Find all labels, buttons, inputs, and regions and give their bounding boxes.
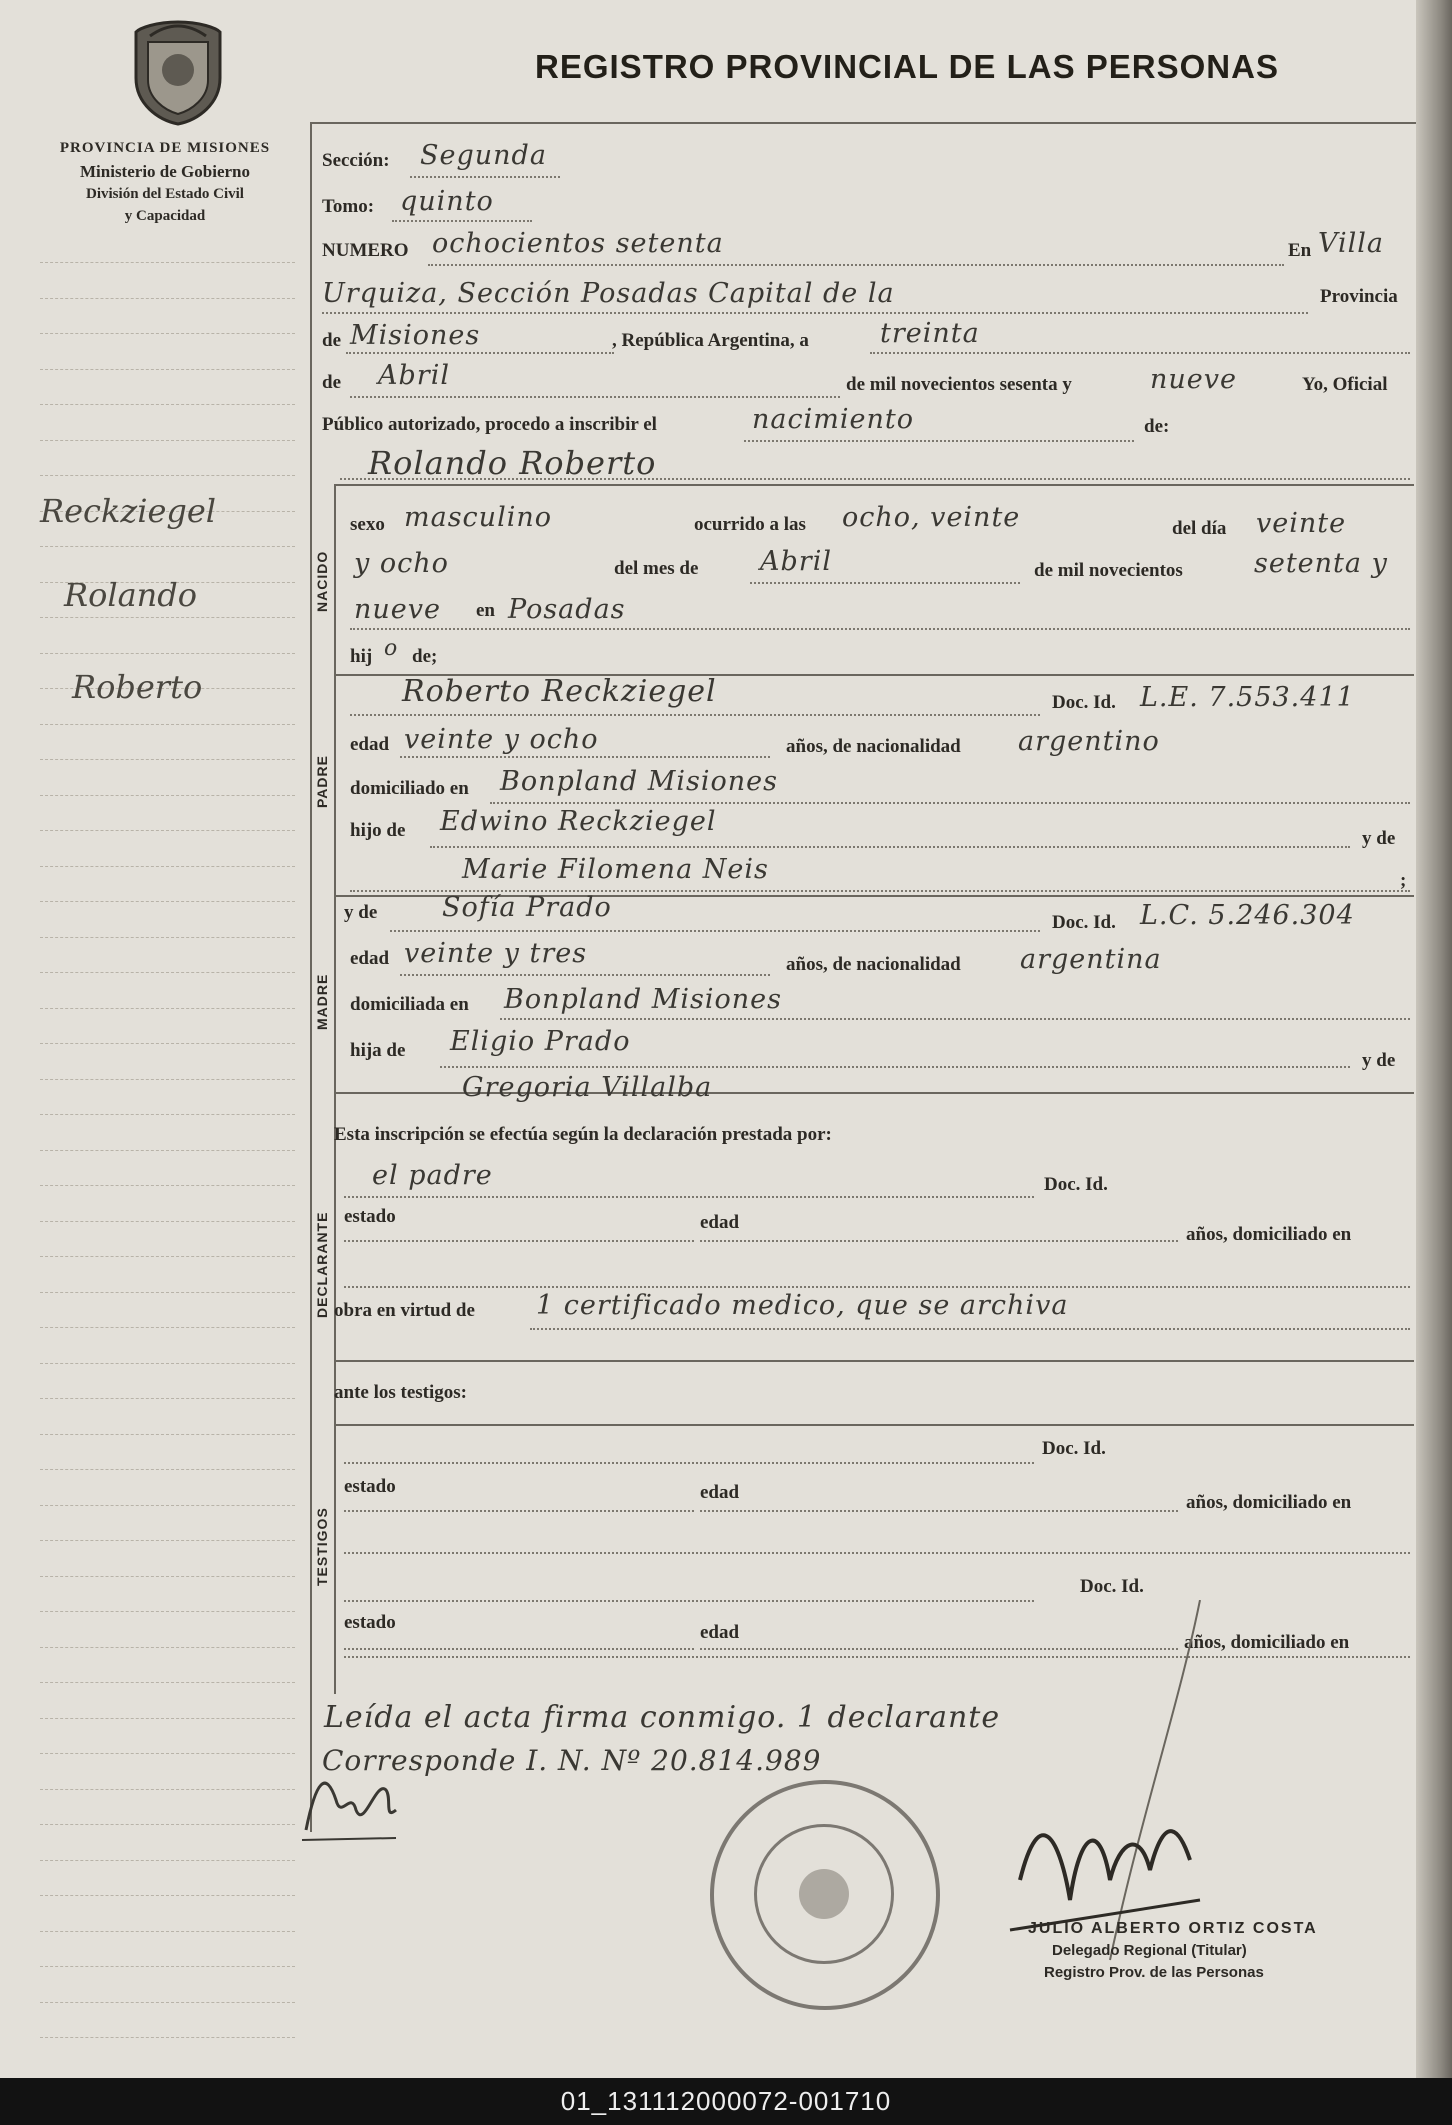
- dotted-line: [350, 628, 1410, 630]
- dotted-line: [344, 1462, 1034, 1464]
- inner-frame-left: [334, 484, 336, 1694]
- label-sexo: sexo: [350, 514, 385, 535]
- declarant-signature: [296, 1760, 406, 1850]
- value-padre-doc: L.E. 7.553.411: [1140, 682, 1355, 713]
- label-testigo1-estado: estado: [344, 1476, 396, 1497]
- margin-rule-line: [40, 298, 295, 299]
- label-madre-doc: Doc. Id.: [1052, 912, 1116, 933]
- label-semicolon: ;: [1400, 870, 1407, 891]
- section-label-testigos: TESTIGOS: [314, 1507, 330, 1586]
- label-de: de: [322, 330, 341, 351]
- org-capacity: y Capacidad: [124, 208, 206, 224]
- label-madre-domicilio: domiciliada en: [350, 994, 469, 1015]
- margin-rule-line: [40, 795, 295, 796]
- margin-column: [0, 0, 305, 2078]
- label-esta-inscripcion: Esta inscripción se efectúa según la declaración prestada por:: [334, 1124, 832, 1145]
- coat-of-arms-emblem: [128, 18, 228, 128]
- margin-rule-line: [40, 1540, 295, 1541]
- margin-rule-line: [40, 1114, 295, 1115]
- margin-rule-line: [40, 972, 295, 973]
- value-seccion: Segunda: [420, 140, 547, 171]
- dotted-line: [344, 1656, 1410, 1658]
- label-padre-nacionalidad: años, de nacionalidad: [786, 736, 961, 757]
- margin-rule-line: [40, 759, 295, 760]
- dotted-line: [440, 1066, 1350, 1068]
- label-en: En: [1288, 240, 1312, 261]
- value-anio-continued: nueve: [354, 594, 441, 625]
- value-madre-y-de: Gregoria Villalba: [462, 1072, 713, 1103]
- value-mes-acta: Abril: [378, 360, 450, 391]
- label-madre-y-de: y de: [344, 902, 378, 923]
- dotted-line: [344, 1240, 694, 1242]
- margin-note-second-name: Roberto: [72, 668, 203, 706]
- margin-note-first-name: Rolando: [64, 576, 198, 614]
- label-de-mil-nov: de mil novecientos: [1034, 560, 1183, 581]
- margin-rule-line: [40, 475, 295, 476]
- label-declarante-edad: edad: [700, 1212, 740, 1233]
- margin-rule-line: [40, 1150, 295, 1151]
- dotted-line: [750, 582, 1020, 584]
- value-leida: Leída el acta firma conmigo. 1 declarante: [324, 1700, 1001, 1735]
- label-obra: obra en virtud de: [334, 1300, 475, 1321]
- org-ministry: Ministerio de Gobierno: [80, 162, 250, 181]
- margin-rule-line: [40, 1611, 295, 1612]
- value-sexo: masculino: [404, 502, 552, 533]
- margin-rule-line: [40, 830, 295, 831]
- label-testigo1-doc: Doc. Id.: [1042, 1438, 1106, 1459]
- dotted-line: [400, 756, 770, 758]
- dotted-line: [500, 1018, 1410, 1020]
- dotted-line: [344, 1286, 1410, 1288]
- margin-rule-line: [40, 1221, 295, 1222]
- value-localidad: Urquiza, Sección Posadas Capital de la: [322, 278, 895, 309]
- seal-emblem: [799, 1869, 849, 1919]
- margin-rule-line: [40, 262, 295, 263]
- margin-rule-line: [40, 1327, 295, 1328]
- main-frame-left: [310, 122, 312, 1832]
- label-declarante-anos: años, domiciliado en: [1186, 1224, 1352, 1245]
- dotted-line: [344, 1196, 1034, 1198]
- margin-rule-line: [40, 1682, 295, 1683]
- margin-rule-line: [40, 546, 295, 547]
- section-label-madre: MADRE: [314, 973, 330, 1030]
- margin-rule-line: [40, 440, 295, 441]
- label-testigo1-edad: edad: [700, 1482, 740, 1503]
- margin-rule-line: [40, 1505, 295, 1506]
- value-acto: nacimiento: [752, 404, 914, 435]
- dotted-line: [870, 352, 1410, 354]
- label-madre-y-de2: y de: [1362, 1050, 1396, 1071]
- value-hora: ocho, veinte: [842, 502, 1021, 533]
- main-frame-top: [310, 122, 1422, 124]
- label-testigo2-estado: estado: [344, 1612, 396, 1633]
- org-province: PROVINCIA DE MISIONES: [59, 140, 271, 156]
- label-de-colon: de:: [1144, 416, 1170, 437]
- value-corresponde: Corresponde I. N. Nº 20.814.989: [322, 1744, 822, 1777]
- label-ante-testigos: ante los testigos:: [334, 1382, 467, 1403]
- margin-rule-line: [40, 1860, 295, 1861]
- value-madre-nacionalidad: argentina: [1020, 944, 1162, 975]
- dotted-line: [392, 220, 532, 222]
- dotted-line: [410, 176, 560, 178]
- dotted-line: [428, 264, 1284, 266]
- label-numero: NUMERO: [322, 240, 409, 261]
- margin-rule-line: [40, 1398, 295, 1399]
- margin-rule-line: [40, 617, 295, 618]
- margin-rule-line: [40, 1043, 295, 1044]
- margin-rule-line: [40, 1292, 295, 1293]
- dotted-line: [350, 396, 840, 398]
- label-de-mes: de: [322, 372, 341, 393]
- margin-rule-line: [40, 1469, 295, 1470]
- value-madre-doc: L.C. 5.246.304: [1140, 900, 1355, 931]
- value-provincia: Misiones: [350, 320, 481, 351]
- dotted-line: [344, 1648, 694, 1650]
- dotted-line: [350, 714, 1040, 716]
- label-madre-edad: edad: [350, 948, 390, 969]
- label-padre-y-de: y de: [1362, 828, 1396, 849]
- value-padre-edad: veinte y ocho: [404, 724, 599, 755]
- margin-rule-line: [40, 369, 295, 370]
- margin-rule-line: [40, 1824, 295, 1825]
- dotted-line: [400, 974, 770, 976]
- official-seal: [710, 1780, 940, 2010]
- label-de-mil: de mil novecientos sesenta y: [846, 374, 1072, 395]
- value-declarante: el padre: [372, 1160, 493, 1191]
- label-madre-nacionalidad: años, de nacionalidad: [786, 954, 961, 975]
- margin-rule-line: [40, 1895, 295, 1896]
- label-tomo: Tomo:: [322, 196, 375, 217]
- org-division: División del Estado Civil: [86, 186, 244, 202]
- label-padre-domicilio: domiciliado en: [350, 778, 469, 799]
- value-dia-acta: treinta: [880, 318, 980, 349]
- margin-rule-line: [40, 866, 295, 867]
- dotted-line: [344, 1510, 694, 1512]
- value-dia: veinte: [1256, 508, 1347, 539]
- officer-role: Delegado Regional (Titular): [1052, 1942, 1247, 1959]
- margin-rule-line: [40, 2002, 295, 2003]
- margin-rule-line: [40, 937, 295, 938]
- dotted-line: [744, 440, 1134, 442]
- value-obra: 1 certificado medico, que se archiva: [536, 1290, 1069, 1321]
- book-spine-shadow: [1416, 0, 1452, 2078]
- margin-rule-line: [40, 1576, 295, 1577]
- value-tomo: quinto: [400, 186, 494, 217]
- section-label-nacido: NACIDO: [314, 550, 330, 612]
- margin-note-surname: Reckziegel: [40, 492, 217, 530]
- value-numero: ochocientos setenta: [432, 228, 724, 259]
- value-padre-hijo-de: Edwino Reckziegel: [440, 806, 717, 837]
- dotted-line: [344, 1600, 1034, 1602]
- value-padre-domicilio: Bonpland Misiones: [500, 766, 779, 797]
- label-republica: , República Argentina, a: [612, 330, 809, 351]
- document-title: REGISTRO PROVINCIAL DE LAS PERSONAS: [535, 48, 1279, 85]
- label-del-dia: del día: [1172, 518, 1227, 539]
- label-padre-edad: edad: [350, 734, 390, 755]
- value-en: Villa: [1318, 228, 1385, 259]
- margin-rule-line: [40, 1256, 295, 1257]
- dotted-line: [530, 1328, 1410, 1330]
- image-reference-footer: 01_131112000072-001710: [0, 2078, 1452, 2125]
- divider-testigos-inner: [334, 1424, 1414, 1426]
- seal-inner-ring: [754, 1824, 894, 1964]
- margin-rule-line: [40, 1718, 295, 1719]
- dotted-line: [322, 312, 1308, 314]
- label-ocurrido: ocurrido a las: [694, 514, 806, 535]
- margin-rule-line: [40, 901, 295, 902]
- value-lugar: Posadas: [508, 594, 626, 625]
- label-de-semicolon: de;: [412, 646, 438, 667]
- value-padre-nacionalidad: argentino: [1018, 726, 1160, 757]
- dotted-line: [340, 478, 1410, 480]
- margin-rule-line: [40, 1966, 295, 1967]
- dotted-line: [344, 1552, 1410, 1554]
- label-yo-oficial: Yo, Oficial: [1302, 374, 1388, 395]
- label-declarante-estado: estado: [344, 1206, 396, 1227]
- margin-rule-line: [40, 1789, 295, 1790]
- section-label-declarante: DECLARANTE: [314, 1211, 330, 1318]
- dotted-line: [390, 930, 1040, 932]
- margin-rule-line: [40, 1931, 295, 1932]
- margin-rule-line: [40, 653, 295, 654]
- margin-rule-line: [40, 1434, 295, 1435]
- label-del-mes: del mes de: [614, 558, 699, 579]
- label-madre-hija-de: hija de: [350, 1040, 406, 1061]
- label-testigo2-anos: años, domiciliado en: [1184, 1632, 1350, 1653]
- margin-rule-line: [40, 1185, 295, 1186]
- margin-rule-line: [40, 2037, 295, 2038]
- margin-rule-line: [40, 1753, 295, 1754]
- margin-rule-line: [40, 1079, 295, 1080]
- dotted-line: [700, 1240, 1178, 1242]
- margin-rule-line: [40, 1363, 295, 1364]
- label-padre-hijo-de: hijo de: [350, 820, 406, 841]
- value-padre-nombre: Roberto Reckziegel: [402, 674, 717, 709]
- margin-rule-line: [40, 333, 295, 334]
- margin-rule-line: [40, 724, 295, 725]
- label-declarante-doc: Doc. Id.: [1044, 1174, 1108, 1195]
- value-hijo-o: o: [384, 636, 399, 661]
- value-mes: Abril: [760, 546, 832, 577]
- value-anio-acta: nueve: [1150, 364, 1237, 395]
- value-madre-domicilio: Bonpland Misiones: [504, 984, 783, 1015]
- label-hijo: hij: [350, 646, 373, 667]
- dotted-line: [700, 1510, 1178, 1512]
- label-padre-doc: Doc. Id.: [1052, 692, 1116, 713]
- dotted-line: [430, 846, 1350, 848]
- margin-rule-line: [40, 1008, 295, 1009]
- label-seccion: Sección:: [322, 150, 390, 171]
- label-provincia: Provincia: [1320, 286, 1398, 307]
- dotted-line: [490, 802, 1410, 804]
- label-testigo1-anos: años, domiciliado en: [1186, 1492, 1352, 1513]
- value-anio: setenta y: [1254, 548, 1388, 579]
- value-dia-continued: y ocho: [354, 548, 449, 579]
- officer-office: Registro Prov. de las Personas: [1044, 1964, 1264, 1981]
- value-nombre: Rolando Roberto: [368, 444, 657, 482]
- value-madre-hija-de: Eligio Prado: [450, 1026, 631, 1057]
- dotted-line: [346, 352, 614, 354]
- label-testigo2-doc: Doc. Id.: [1080, 1576, 1144, 1597]
- margin-rule-line: [40, 404, 295, 405]
- value-madre-edad: veinte y tres: [404, 938, 588, 969]
- divider-nacido: [334, 484, 1414, 486]
- margin-rule-line: [40, 1647, 295, 1648]
- officer-name: JULIO ALBERTO ORTIZ COSTA: [1028, 1920, 1318, 1937]
- label-publico: Público autorizado, procedo a inscribir el: [322, 414, 657, 435]
- label-testigo2-edad: edad: [700, 1622, 740, 1643]
- section-label-padre: PADRE: [314, 755, 330, 808]
- divider-testigos: [334, 1360, 1414, 1362]
- label-en-lugar: en: [476, 600, 495, 621]
- value-padre-y-de: Marie Filomena Neis: [462, 854, 769, 885]
- value-madre-nombre: Sofía Prado: [442, 892, 612, 923]
